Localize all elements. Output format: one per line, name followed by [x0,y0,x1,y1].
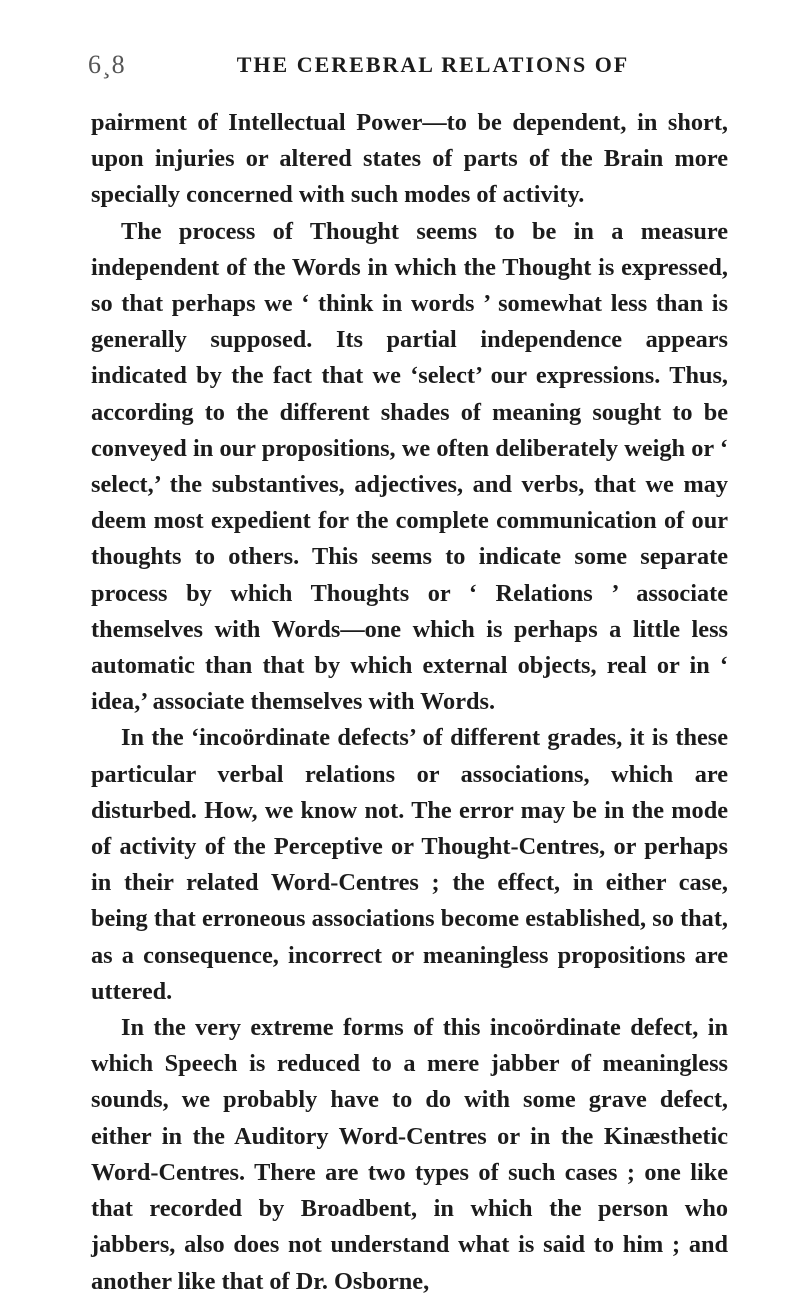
paragraph-4: In the very extreme forms of this incoördinate defect, in which Speech is reduced to a mere jabber of meaningless sounds, we probably have to do with some grave defect, either in the Auditory Word-Centres or in the Kinæsthetic Word-Centres. There are two types of such cases ; one like that recorded by Broadbent, in which the person who jabbers, also does not understand what is said to him ; and another like that of Dr. Osborne, [91,1014,728,1295]
running-title: THE CEREBRAL RELATIONS OF [236,52,630,77]
paragraph-3: In the ‘incoördinate defects’ of different grades, it is these particular verbal relations or associations, which are disturbed. How, we know not. The error may be in the mode of activity of the Perceptive or Thought-Centres, or perhaps in their related Word-Centres ; the effect, in either case, being that erroneous associations become established, so that, as a consequence, incorrect or meaningless propositions are uttered. [91,724,728,1005]
paragraph-2: The process of Thought seems to be in a measure independent of the Words in which the Thought is expressed, so that perhaps we ‘ think in words ’ somewhat less than is generally supposed. Its partial independence appears indicated by the fact that we ‘select’ our expressions. Thus, according to the different shades of meaning sought to be conveyed in our propositions, we often deliberately weigh or ‘ select,’ the substantives, adjectives, and verbs, that we may deem most expedient for the complete communication of our thoughts to others. This seems to indicate some separate process by which Thoughts or ‘ Relations ’ associate themselves with Words—one which is perhaps a little less automatic than that by which external objects, real or in ‘ idea,’ associate themselves with Words. [91,217,728,716]
running-head [88,50,728,90]
body-text [91,105,728,1300]
paragraph-1: pairment of Intellectual Power—to be dependent, in short, upon injuries or altered states of parts of the Brain more specially concerned with such modes of activity. [91,109,728,209]
page-number: 6¸8 [88,50,126,79]
